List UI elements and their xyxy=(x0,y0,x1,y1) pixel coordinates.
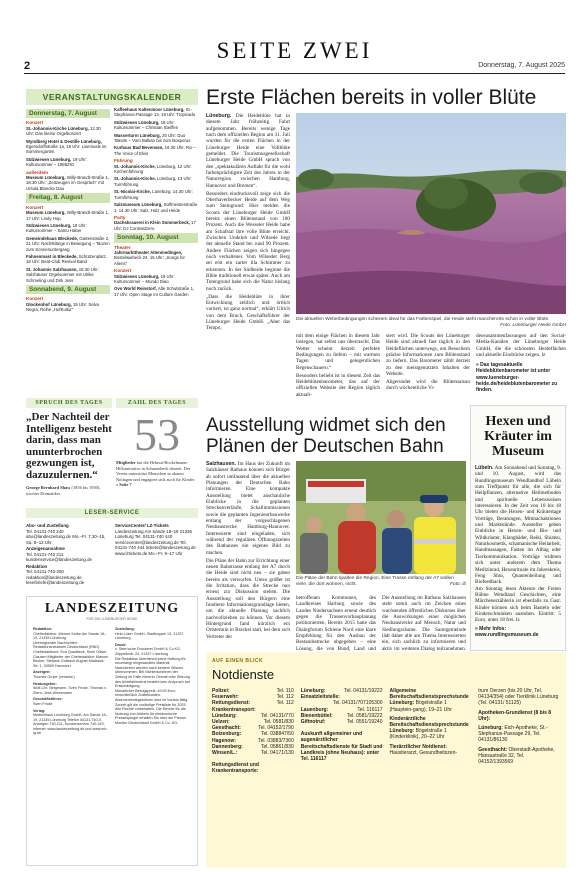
service-detail: Tel. 04131-740-250 redaktion@landeszeitung.de leserbriefe@landeszeitung.de xyxy=(26,569,85,585)
service-heading: Anzeigenannahme xyxy=(26,546,65,551)
calendar-category: Führung xyxy=(114,158,133,164)
emergency-label: Lüneburg: xyxy=(300,688,326,694)
article-rail-headline: Ausstellung widmet sich den Plänen der Deutschen Bahn xyxy=(206,415,446,457)
emergency-phone: Tel. 0581/19222 xyxy=(346,712,383,719)
emergency-phone: Tel. 112 xyxy=(276,694,294,701)
imprint-heading: Geschäftsführer: xyxy=(33,697,63,702)
emergency-label: Uelzen: xyxy=(212,719,230,726)
calendar-entry: Wyndberg Hotel & Destille Lüneburg, Egersdorffstraße 1a, 18 Uhr: Livemusik im Sommergarten xyxy=(26,138,107,155)
emergency-service-entry: trum Oerzen (bis 20 Uhr, Tel. 04134/354) oder Tierklinik Lüneburg (Tel. 04131/ 51125) xyxy=(478,688,559,707)
imprint-heading: Anzeigen: xyxy=(33,670,51,675)
emergency-phone: Tel. 03883/7360 xyxy=(258,737,294,744)
emergency-row xyxy=(301,719,383,725)
page-reference-link[interactable]: » Seite 7 xyxy=(116,482,132,487)
calendar-venue: Jahrmarkttheater Altenmedingen, xyxy=(114,249,183,255)
emergency-label: Hagenow: xyxy=(212,737,236,744)
dateline: Lüneburg. xyxy=(206,113,232,119)
calendar-category: außerdem xyxy=(26,169,48,175)
calendar-entry: Kurhaus Bad Bevensen, 19.30 Uhr: Rio – The Voice of Elvis xyxy=(114,145,196,156)
article-rail-column-1: Salzhausen. Im Haus der Zukunft im Salzhäuser Rathaus können sich Bürger ab sofort umfassend über die aktuellen Planungen der Deutschen Bahn informieren. Eine kompakte Ausstellung bietet anschauliche Einblicke in die geplanten Streckenverläufe, Schallimmissionen sowie die geplanten Ingenieurbauwerke entlang der vorgeschlagenen Neubaustrecke Hamburg-Hannover. Interessierte sind eingeladen, sich während der regulären Öffnungszeiten des Rathauses ein eigenes Bild zu machen. Die Pläne der Bahn zur Errichtung einer neuen Bahntrasse entlang der A7 durch die Heide sind nicht neu – sie gaben bereits als verworfen. Umso größer ist die Irritation, dass die Strecke nun erneut zur Diskussion stehen. Die Ausstellung soll den Bürgern eine fundierte Informationsgrundlage bieten, um die aktuelle Planung sachlich nachvollziehen zu können. Vor diesem Hintergrund fand kürzlich ein Ortstermin in Brackel statt, bei dem sich Vertreter der xyxy=(206,461,290,640)
number-of-the-day xyxy=(116,398,198,488)
page-date: Donnerstag, 7. August 2025 xyxy=(478,62,565,69)
calendar-entry: Ovo World Reinstorf, Alte Schulstraße 1, 17 Uhr: Open Stage im Culture Garden xyxy=(114,286,195,297)
emergency-label: Polizei: xyxy=(212,688,230,694)
emergency-phone: Tel. 04131/19222 xyxy=(344,688,383,694)
heath-barometer-link[interactable]: » Das tagesaktuelle Heideblütenbarometer ist unter www.lueneburger-heide.de/heideblutenbarometer zu finden. xyxy=(476,362,558,394)
imprint-detail: Medienhaus Lüneburg GmbH, Am Sande 18–19, 21335 Lüneburg Telefon 04131-740-0, Anzeigen 740-211, Kundenservice 740-240, Internet: www.landeszeitung.de und www.mh-lg.de xyxy=(33,713,108,736)
calendar-category: Konzert xyxy=(26,296,44,302)
emergency-label: Bienenbüttel: xyxy=(300,712,333,719)
calendar-category: Konzert xyxy=(26,120,44,126)
emergency-service-name: Tierärztlicher Notdienst: xyxy=(389,743,447,750)
calendar-venue: Dachsbrauerei in Klein Sommerbeck, xyxy=(114,220,190,226)
service-detail: Tel. 04131-740 240 abo@landeszeitung.de Mo.–Fr. 7.30–15, Sa. 8–12 Uhr xyxy=(26,528,106,545)
emergency-phone: Tel. 04131/770 xyxy=(260,712,294,719)
calendar-entry: St.-Johannis-Kirche, Lüneburg, 13 Uhr: Turmführung xyxy=(114,176,192,187)
quote-box-title: SPRUCH DES TAGES xyxy=(26,398,112,408)
reader-service-column-2 xyxy=(115,522,198,586)
calendar-venue: Ovo World Reinstorf, xyxy=(114,286,157,292)
service-heading: Abo- und Zustellung xyxy=(26,523,69,528)
calendar-entry: St. Johannis Salzhausen, 18.30 Uhr: Salzhäuser Orgelsommer mit Ulrike Schmeling und Dirk Jess xyxy=(26,266,99,283)
heath-photo-caption: Die aktuellen Wetterbedingungen scheinen ideal für das Farbenspiel, die Heide steht mancherorts schon in voller Blüte. Foto: Lüneburger Heide GmbH xyxy=(296,317,566,328)
calendar-entry: Gemeindehaus Bleckede, Gartenstraße 2, 21 Uhr: Nachtklänge in Bewegung – Tanzen zum Sonnenuntergang xyxy=(26,235,110,252)
page-masthead: SEITE ZWEI xyxy=(216,38,373,63)
imprint-detail: Heid Lüzer GmbH, Stadtkoppel 13, 21337 Lüneburg xyxy=(115,631,184,641)
emergency-service-entry: Lüneburg: Eich-Apotheke, St.-Stephanus-Passage 29, Tel. 04131/86130 xyxy=(478,725,548,744)
calendar-entry: Wasserturm Lüneburg, 20 Uhr: Duo Taksim – Vom Balkan bis zum Bosporus xyxy=(114,132,191,144)
service-heading: ServiceCenter/ LZ-Tickets xyxy=(115,523,169,528)
imprint-column-1 xyxy=(33,625,109,736)
imprint-detail: Sven Fricke xyxy=(33,701,53,706)
emergency-service-name: Kinderärztliche Bereitschaftsdienstsprechstunde Lüneburg: xyxy=(389,715,469,735)
emergency-note xyxy=(301,731,383,762)
service-heading: Redaktion xyxy=(26,563,48,569)
rail-photo-caption: Die Pläne der Bahn spalten die Region. Eine Trasse entlang der A7 wollen viele, die dort wohnen, nicht. Foto: ib xyxy=(296,576,466,587)
calendar-entry: Museum Lüneburg, Willy-Brandt-Straße 1, 17 Uhr: Lindy Hop xyxy=(26,210,110,221)
emergency-phone: Tel. 05861/830 xyxy=(260,743,294,750)
article-rail-column-2: betroffenen Kommunen, des Landkreises Harburg sowie des Landes Niedersachsen erneut deutlich gegen die Trassenvorbauplanung positionierten. Bereits 2015 hatte das Dialogforum Schiene Nord eine klare Empfehlung für den Ausbau der Bestandsstrecke abgegeben – eine Lösung, die von Bund, Land und xyxy=(296,595,376,652)
calendar-day-heading: Sonnabend, 9. August xyxy=(26,285,110,294)
emergency-service-entry: Kinderärztliche Bereitschaftsdienstsprechstunde Lüneburg: Bögelstraße 1 (Kinderklinik), 20–22 Uhr xyxy=(389,715,469,741)
emergency-phone: Tel. 0551/19240 xyxy=(346,719,383,726)
calendar-venue: Kaffeehaus Kaltenmoor Lüneburg, xyxy=(114,107,185,112)
emergency-box-label: AUF EINEN BLICK xyxy=(212,658,264,664)
calendar-column-1 xyxy=(26,107,110,315)
calendar-entry: St.-Johannis-Kirche, Lüneburg, 12 Uhr: Kirchenführung xyxy=(114,163,192,175)
quote-source: George Bernhard Shaw (1856 bis 1950), irischer Dramatiker xyxy=(26,485,101,496)
calendar-entry: Fahnenmast in Bleckede, Schützenplatz, 18 Uhr: Beat-Club Revival Band xyxy=(26,253,107,265)
emergency-column-4 xyxy=(478,688,560,778)
emergency-label: Krankentransport: xyxy=(212,706,256,713)
herbs-headline: Hexen und Kräuter im Museum xyxy=(484,414,552,459)
calendar-venue: Wasserturm Lüneburg, xyxy=(114,132,161,138)
emergency-service-name: Allgemeine Bereitschaftsdienstsprechstunde Lüneburg: xyxy=(389,688,469,707)
reader-service-column-1 xyxy=(26,522,109,586)
emergency-service-entry: Tierärztlicher Notdienst: Haustierarzt, Gesundheitszen- xyxy=(389,743,458,756)
event-calendar xyxy=(26,89,198,315)
calendar-entry: Jahrmarkttheater Altenmedingen, Bostelwiebeck 24, 15 Uhr: „Songs for Aliens“ xyxy=(114,249,185,266)
article-heath-column-2: mit dem einige Flächen in diesem Jahr loslegen, hat selbst uns überrascht. Das Wetter scheint derzeit perfekte Bedingungen zu liefern – mit warmen Tagen und gelegentlichen Regenschauern.“ Besonders beliebt ist in diesem Zeit das Heideblütenbarometer, das auf der offiziellen Website der Region täglich aktuali- xyxy=(296,333,380,398)
imprint-detail: Thomas Grupe (verantw.) xyxy=(33,674,75,679)
calendar-entry: Sülzwiesen Lüneburg, 19 Uhr: Kultursommer – Christian Steiffen xyxy=(114,119,179,131)
calendar-entry: St.-Nicolai-Kirche, Lüneburg, 14.30 Uhr: Turmführung xyxy=(114,189,193,200)
imprint-detail: Chefredakteur: Werner Kolbe Am Sande 18–19, 21335 Lüneburg xyxy=(33,631,107,641)
herbs-museum-article xyxy=(470,405,566,651)
reader-service-title: LESER-SERVICE xyxy=(26,508,198,518)
emergency-phone: Tel. 04171/130 xyxy=(260,750,294,757)
article-heath-headline: Erste Flächen bereits in voller Blüte xyxy=(206,86,537,109)
imprint-detail: v. Stern'sche Druckerei GmbH & Co KG, Zeppelinstr. 24, 21337 Lüneburg xyxy=(115,647,182,656)
calendar-venue: St.-Johannis-Kirche Lüneburg, xyxy=(26,125,89,131)
calendar-entry: Kaffeehaus Kaltenmoor Lüneburg, St.-Stephanus-Passage 13, 19 Uhr: Tropicado xyxy=(114,107,196,118)
imprint-heading: Zustellung: xyxy=(115,627,135,631)
top-rule xyxy=(24,73,565,74)
emergency-phone: Tel. 038847/50 xyxy=(260,731,294,738)
emergency-box-title: Notdienste xyxy=(212,667,275,682)
article-heath-column-4: deosusammenfassungen auf den Social-Media-Kanälen der Lüneburger Heide GmbH, die die schönsten Heideflächen und aktuelle Eindrücke zeigen. lz xyxy=(476,333,566,359)
calendar-entry: Salzmuseum Lüneburg, Sülfmeisterstraße 1, 14.30 Uhr: Salz, Holz und Heide xyxy=(114,202,198,213)
calendar-venue: Museum Lüneburg, xyxy=(26,175,66,181)
dateline: Salzhausen. xyxy=(206,461,236,467)
article-heath-column-3: siert wird. Die Scouts der Lüneburger Heide sind aktuell fast täglich in den Heideflächen unterwegs, um Besuchern präzise Informationen zum Blütenstand zu liefern. Das Barometer zählt derzeit zu den meistgenutzten Inhalten der Website. Abgerundet wird die Blütensaison durch wöchentliche Vi- xyxy=(386,333,470,392)
article-heath-column-1: Lüneburg. Die Heideblüte hat in diesem Jahr frühzeitig Fahrt aufgenommen. Bereits wenige Tage nach dem offiziellen Beginn am 31. Juli wurden für die ersten Flächen in der Lüneburger Heide eine Vollblüte gemeldet. Die Tourismusgesellschaft Lüneburger Heide GmbH sprach von den „spektakulären Auftakt für die wohl farbenprächtigste Zeit des Jahres in der Naturregion zwischen Hamburg, Hannover und Bremen“. Besonders eindrucksvoll zeige sich die Oberhaverbecker Heide auf dem Weg zum Steingrund: Hier melden die Scouts der Lüneburger Heide GmbH bereits einen Blütenstand von 100 Prozent. Auch die Wesseler Heide habe am Schafstal ihre volle Blüte erreicht. Zwischen Undeloh und Wilsede liegt der aktuelle Stand bei rund 90 Prozent. Andere Flächen zeigen sich hingegen noch verhaltener. Vom Wilseder Berg sei erst ein zarter lila Schimmer zu erkennen. In der Südheide beginne die Blüte traditionell etwas später. Auch am Totengrund habe sich die Natur bislang noch zurück. „Dass die Heideblüte in ihrer Entwicklung zeitlich und örtlich variiert, ist ganz normal“, erklärt Ulrich von dem Bruch, Geschäftsführer der Lüneburger Heide GmbH. „Aber das Tempo, xyxy=(206,113,290,332)
emergency-label: Feuerwehr: xyxy=(212,694,239,701)
calendar-day-heading: Freitag, 8. August xyxy=(26,193,110,202)
calendar-venue: Wyndberg Hotel & Destille Lüneburg, xyxy=(26,138,102,144)
article-rail-column-3: Die Ausstellung im Rathaus Salzhausen steht somit auch im Zeichen eines wachsenden öffentlichen Diskurses über die Auswirkungen einer möglichen Neubaustrecke auf Mensch, Natur und Siedlungsräume. Die Samtgemeinde lädt daher alle am Thema Interessierten ein, sich sachlich zu informieren und aktiv im weiteren Dialog teilzunehmen. xyxy=(382,595,466,652)
rail-protest-photo xyxy=(296,461,466,574)
emergency-note-text: Auskunft allgemeiner und augenärztlicher Bereitschaftsdienste für Stadt und Landkreis (ohne Neuhaus): unter Tel. 116117 xyxy=(300,731,383,763)
emergency-service-entry: Geesthacht: Oberstadt-Apotheke, Hansastraße 32, Tel. 04152/1393569 xyxy=(478,746,555,766)
emergency-label: Dannenberg: xyxy=(212,743,243,750)
number-value: 53 xyxy=(134,409,180,460)
emergency-services-box xyxy=(206,652,566,868)
calendar-venue: Salzmuseum Lüneburg, xyxy=(114,202,163,208)
imprint-detail: Zurzeit gilt die vorläufige Preisliste für 2025. xyxy=(115,702,187,707)
service-detail: Landeszeitung Am Sande 18–19 21335 Lüneburg Tel. 04131-740 440 servicecenter@landeszeitung.de Tel. 04131-740 444 tickets@landeszeitung.de www.lztickets.de Mo.–Fr. 9–17 Uhr xyxy=(115,528,196,556)
calendar-venue: Gemeindehaus Bleckede, xyxy=(26,235,79,241)
calendar-venue: St.-Johannis-Kirche, xyxy=(114,163,156,169)
calendar-venue: Sülzwiesen Lüneburg, xyxy=(26,222,72,228)
quote-text: „Der Nachteil der Intelligenz besteht darin, dass man ununterbrochen gezwungen ist, dazuzulernen.“ xyxy=(26,411,112,481)
calendar-venue: Kurhaus Bad Bevensen, xyxy=(114,145,164,151)
emergency-label: Boizenburg: xyxy=(212,731,242,738)
calendar-category: Party xyxy=(114,214,126,220)
number-text: Mitglieder hat die Helmut-Bockelmann-Hilfsinitiative in Scharnebeck derzeit. Der Verein unterstützt Menschen in akuten Notlagen und engagiert sich auch für Kinder. » Seite 7 xyxy=(116,460,196,487)
imprint-box xyxy=(26,596,198,866)
newspaper-logo-subtitle: FÜR DIE LÜNEBURGER HEIDE xyxy=(86,617,138,621)
emergency-note-text: Rettungsdienst und Krankentransporte: xyxy=(212,762,259,775)
imprint-detail: Wolf-Chr. Bergmann, Sven Fricke, Thomas v. Stern, Jens Wiesemann xyxy=(33,686,107,695)
imprint-detail: Monatlicher Bezugspreis: 49,90 Euro einschließlich Zustellkosten. Abonnementsgebühren sind im Voraus fällig. xyxy=(115,688,189,702)
emergency-label: Winsen/L.: xyxy=(212,750,238,757)
calendar-venue: Sülzwiesen Lüneburg, xyxy=(114,273,160,279)
emergency-column-1 xyxy=(212,688,294,778)
calendar-column-2 xyxy=(114,107,198,315)
emergency-label: Geesthacht: xyxy=(212,725,241,732)
calendar-venue: St.-Nicolai-Kirche, xyxy=(114,189,152,195)
emergency-label: Lauenburg: xyxy=(300,706,329,713)
calendar-category: Konzert xyxy=(26,204,44,210)
emergency-column-3 xyxy=(390,688,472,778)
imprint-detail: Die Redaktion übernimmt keine Haftung für unverlangt eingesandtes Material. Nachrichten werden nach bestem Wissen übernommen. Bei Nichterscheinen der Zeitung im Falle höherer Gewalt oder Störung des Arbeitsfriedens besteht kein Anspruch auf Entschädigung. xyxy=(115,656,190,689)
imprint-detail: Überregionale Nachrichten: Redaktionsnetzwerk Deutschland (RND) Chefredakteure: Eva Quadbeck, Sven Olliver Clausen Mitglieder der Chefredaktion: Manuel Becker, Stefanie Gollasch August-Madsack-Str. 1, 30559 Hannover xyxy=(33,640,109,668)
emergency-label: Einsatzleitstelle: xyxy=(300,694,340,701)
calendar-entry: Sülzwiesen Lüneburg, 19 Uhr: Kultursommer – Samu Haber xyxy=(26,222,87,234)
calendar-venue: Sülzwiesen Lüneburg, xyxy=(114,119,160,125)
calendar-venue: St.-Johannis-Kirche, xyxy=(114,176,156,182)
calendar-entry: Sülzwiesen Lüneburg, 19 Uhr: Kultursommer – Mundo Diao xyxy=(114,273,175,284)
newspaper-logo: LANDESZEITUNG xyxy=(44,601,180,616)
heath-bloom-photo xyxy=(296,113,566,314)
imprint-heading: Herausgeber: xyxy=(33,681,57,686)
calendar-title: VERANSTALTUNGSKALENDER xyxy=(26,89,198,105)
calendar-category: Konzert xyxy=(114,268,132,274)
emergency-phone: Tel. 110 xyxy=(276,688,294,694)
page-number: 2 xyxy=(24,60,31,72)
emergency-row xyxy=(212,750,294,756)
emergency-phone: Tel. 112 xyxy=(276,700,294,707)
emergency-service-entry: Allgemeine Bereitschaftsdienstsprechstunde Lüneburg: Bögelstraße 1 (Hauptein-gang), 19–21 Uhr xyxy=(389,688,469,713)
emergency-phone: Tel. 04152/1790 xyxy=(258,725,294,732)
emergency-service-name: Apotheken-Grundienst (8 bis 8 Uhr): xyxy=(478,709,552,722)
herbs-info-link[interactable]: » Mehr Infos: www.rundlingsmuseum.de xyxy=(475,625,539,638)
heath-photo-credit: Foto: Lüneburger Heide GmbH xyxy=(500,323,566,328)
calendar-entry: Museum Lüneburg, Willy-Brandt-Straße 1, 18.30 Uhr: „Zeitzeugen im Gespräch“ mit Ursula Blancke Dau xyxy=(26,175,110,191)
calendar-category: Theater xyxy=(114,244,131,250)
calendar-venue: Museum Lüneburg, xyxy=(26,210,66,216)
emergency-label: Lüneburg: xyxy=(212,712,237,719)
imprint-detail: Alle Rechte vorbehalten. Die Rechte für die Nutzung von Artikeln für elektronische Pressespiegel erhalten Sie über die Presse-Monitor Deutschland GmbH & Co. KG. xyxy=(115,707,187,725)
calendar-venue: St. Johannis Salzhausen, xyxy=(26,266,78,272)
emergency-column-2 xyxy=(301,688,383,778)
dateline: Lübeln. xyxy=(475,465,494,471)
calendar-day-heading: Donnerstag, 7. August xyxy=(26,109,110,118)
imprint-column-2 xyxy=(115,625,191,736)
calendar-entry: Glockenhof Lüneburg, 15 Uhr: Selva Negra, Reihe „HofKultur“ xyxy=(26,301,100,313)
emergency-service-name: Geesthacht: xyxy=(478,746,508,753)
calendar-venue: Fahnenmast in Bleckede, xyxy=(26,253,78,259)
rail-photo-credit: Foto: ib xyxy=(450,582,466,587)
herbs-text: Lübeln. Am Sonnabend und Sonntag, 9. und 10. August, wird das Rundlingsmuseum Wendlandhof Lübeln zum Treffpunkt für alle, die sich für Heilpflanzen, alternative Heilmethoden und spirituelle Lebensweisen interessieren. In der Zeit von 10 bis 18 Uhr bieten die Hexen- und Kräutertage Vorträge, Beratungen, Mitmachaktionen und Marktstände. Aussteller geben Einblicke in Hexen- und Bio- und Wildkräuter, Klangbäder, Reiki, Shiatsu, Naturkosmetik, schamanische Heilarbeit, Handmassagen, Fasten im Alltag oder Tierkommunikation. Vorträge widmen sich unter anderem dem Thema Medizinrad, Hexenrituale im Jahreskreis, Feng Shui, Quantenheilung und Biofeedback. Am Sonntag lesen Akteure der Freien Bühne Wendland Geschichten, eine Märchenerzählerin ist ebenfalls zu Gast. Kinder können sich beim Basteln oder Kinderschminken austoben. Eintritt: 5 Euro, unter 18 frei. lz xyxy=(475,465,561,624)
quote-of-the-day xyxy=(26,398,112,496)
calendar-entry: St.-Johannis-Kirche Lüneburg, 12.30 Uhr: Das kleine Orgelkonzert xyxy=(26,125,101,137)
emergency-phone: Tel. 0581/830 xyxy=(263,719,294,726)
emergency-label: Giftnotruf: xyxy=(300,719,326,726)
number-box-title: ZAHL DES TAGES xyxy=(116,398,198,408)
calendar-day-heading: Sonntag, 10. August xyxy=(114,233,198,242)
emergency-service-entry xyxy=(478,710,560,722)
imprint-heading: Verlag: xyxy=(33,708,46,713)
emergency-service-name: Lüneburg: xyxy=(478,725,503,732)
reader-service xyxy=(26,508,198,586)
emergency-label: Rettungsdienst: xyxy=(212,700,251,707)
calendar-entry: Sülzwiesen Lüneburg, 19 Uhr: Kultursommer – 1986ZIG xyxy=(26,156,87,168)
emergency-phone: Tel. 04131/707105300 xyxy=(333,700,383,707)
calendar-venue: Glockenhof Lüneburg, xyxy=(26,301,72,307)
emergency-note xyxy=(212,762,294,774)
service-detail: Tel. 04131-740 211 kundenservice@landeszeitung.de xyxy=(26,551,92,562)
imprint-heading: Redaktion: xyxy=(33,627,53,631)
imprint-heading: Druck: xyxy=(115,642,127,647)
emergency-phone: Tel. 116117 xyxy=(357,706,383,713)
calendar-entry: Dachsbrauerei in Klein Sommerbeck, 17 Uhr: DJ Contrastzero xyxy=(114,220,196,231)
calendar-venue: Sülzwiesen Lüneburg, xyxy=(26,156,72,162)
